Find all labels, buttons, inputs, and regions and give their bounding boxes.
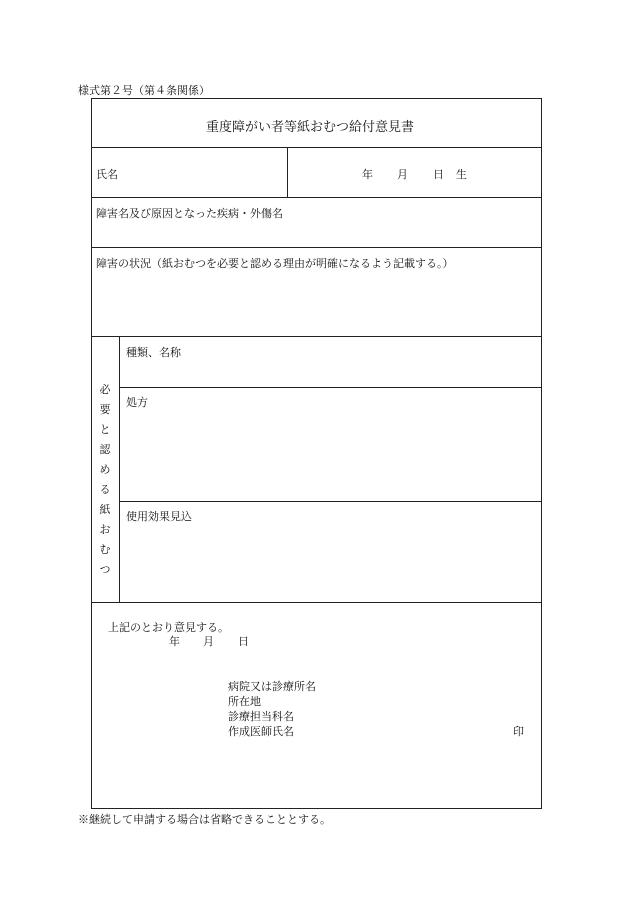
date-month-label: 月 [203,635,214,648]
divider [119,336,120,602]
divider [91,336,542,337]
divider [91,602,542,603]
diaper-section-label: 必 要 と 認 め る 紙 お む つ [99,383,111,576]
divider [287,147,288,197]
divider [119,501,542,502]
birth-day-label: 日 [433,168,444,181]
condition-label: 障害の状況（紙おむつを必要と認める理由が明確になるよう記載する。） [96,257,454,270]
hospital-label: 病院又は診療所名 [228,680,316,693]
department-label: 診療担当科名 [228,710,294,723]
declaration-statement: 上記のとおり意見する。 [108,621,229,634]
disorder-label: 障害名及び原因となった疾病・外傷名 [96,207,283,220]
birth-year-label: 年 [362,168,373,181]
divider [91,147,542,148]
birth-suffix-label: 生 [456,168,467,181]
effect-label: 使用効果見込 [126,510,192,523]
doctor-label: 作成医師氏名 [228,725,294,738]
address-label: 所在地 [228,695,261,708]
seal-label: 印 [513,725,524,738]
divider [91,247,542,248]
footnote: ※継続して申請する場合は省略できることとする。 [78,813,331,826]
date-day-label: 日 [238,635,249,648]
type-label: 種類、名称 [126,346,181,359]
form-code: 様式第２号（第４条関係） [78,84,210,97]
divider [91,197,542,198]
date-year-label: 年 [169,635,180,648]
birth-month-label: 月 [397,168,408,181]
divider [119,387,542,388]
prescription-label: 処方 [126,396,148,409]
form-title: 重度障がい者等紙おむつ給付意見書 [206,120,415,135]
name-label: 氏名 [96,168,118,181]
